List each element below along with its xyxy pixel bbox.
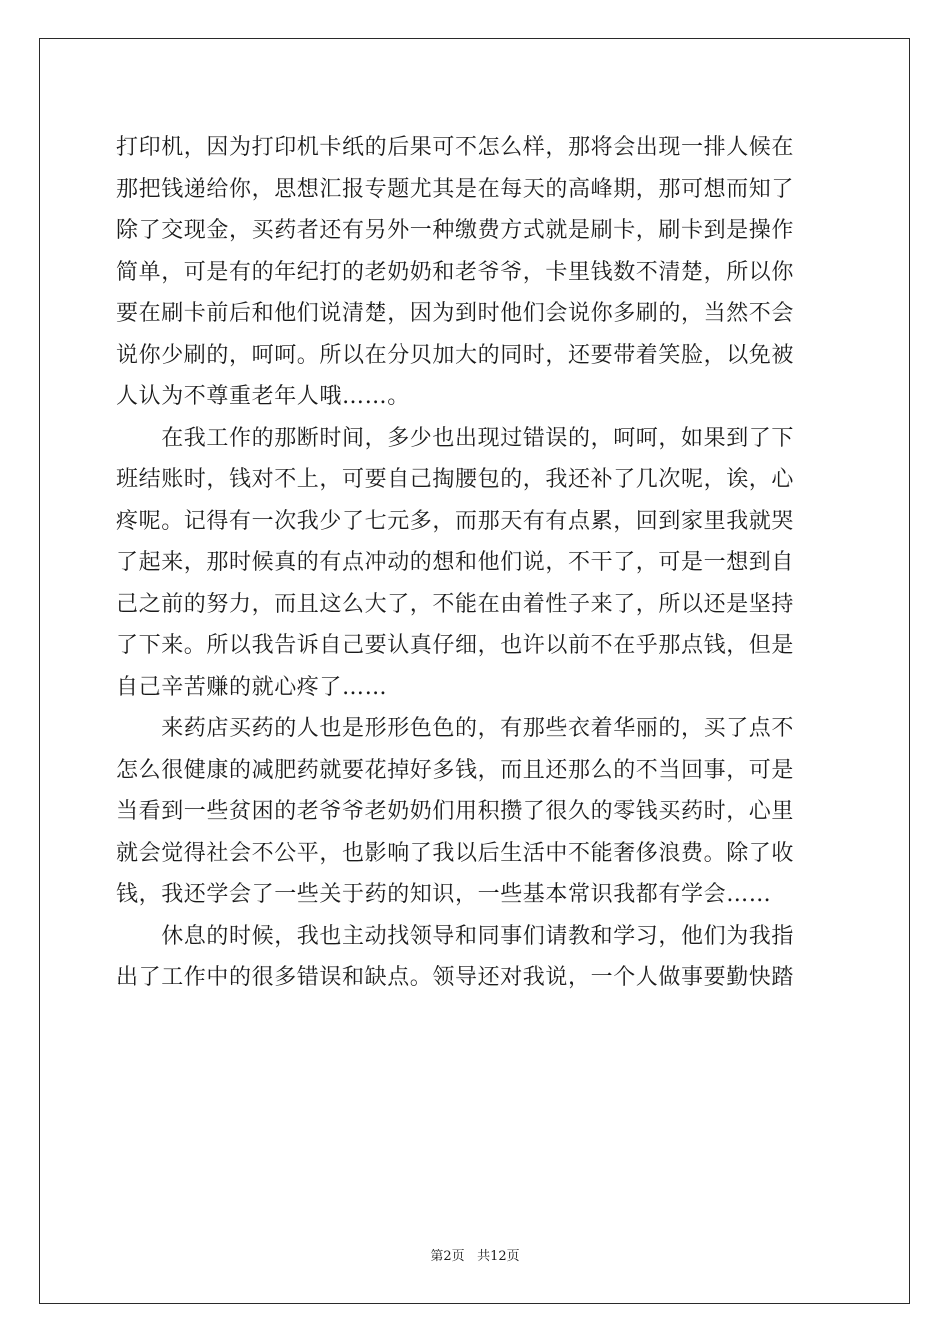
text-line: 简单，可是有的年纪打的老奶奶和老爷爷，卡里钱数不清楚，所以你	[116, 259, 795, 285]
text-line: 休息的时候，我也主动找领导和同事们请教和学习，他们为我指	[116, 923, 795, 949]
text-line: 那把钱递给你，思想汇报专题尤其是在每天的高峰期，那可想而知了	[116, 176, 795, 202]
text-line: 打印机，因为打印机卡纸的后果可不怎么样，那将会出现一排人候在	[116, 135, 795, 160]
text-line: 了起来，那时候真的有点冲动的想和他们说，不干了，可是一想到自	[116, 550, 795, 575]
text-line: 己之前的努力，而且这么大了，不能在由着性子来了，所以还是坚持	[116, 591, 795, 617]
text-line: 除了交现金，买药者还有另外一种缴费方式就是刷卡，刷卡到是操作	[116, 218, 795, 243]
text-line: 说你少刷的，呵呵。所以在分贝加大的同时，还要带着笑脸，以免被	[116, 342, 795, 368]
text-line: 当看到一些贫困的老爷爷老奶奶们用积攒了很久的零钱买药时，心里	[116, 799, 795, 824]
text-line: 来药店买药的人也是形形色色的，有那些衣着华丽的，买了点不	[116, 716, 795, 741]
text-line: 班结账时，钱对不上，可要自己掏腰包的，我还补了几次呢，诶，心	[116, 467, 795, 492]
page-number-current: 第2页	[430, 1249, 465, 1264]
text-line: 要在刷卡前后和他们说清楚，因为到时他们会说你多刷的，当然不会	[116, 301, 795, 326]
text-line: 人认为不尊重老年人哦……。	[116, 384, 410, 409]
text-line: 自己辛苦赚的就心疼了……	[116, 674, 388, 700]
text-line: 在我工作的那断时间，多少也出现过错误的，呵呵，如果到了下	[116, 425, 795, 451]
text-line: 钱，我还学会了一些关于药的知识，一些基本常识我都有学会……	[116, 882, 772, 907]
page-number-total: 共12页	[477, 1249, 520, 1264]
text-line: 就会觉得社会不公平，也影响了我以后生活中不能奢侈浪费。除了收	[116, 840, 795, 866]
text-line: 了下来。所以我告诉自己要认真仔细，也许以前不在乎那点钱，但是	[116, 633, 795, 658]
page-footer	[0, 1248, 950, 1266]
text-line: 疼呢。记得有一次我少了七元多，而那天有有点累，回到家里我就哭	[116, 508, 795, 534]
text-line: 怎么很健康的减肥药就要花掉好多钱，而且还那么的不当回事，可是	[116, 757, 795, 783]
document-body	[116, 127, 836, 999]
text-line: 出了工作中的很多错误和缺点。领导还对我说，一个人做事要勤快踏	[116, 965, 795, 990]
